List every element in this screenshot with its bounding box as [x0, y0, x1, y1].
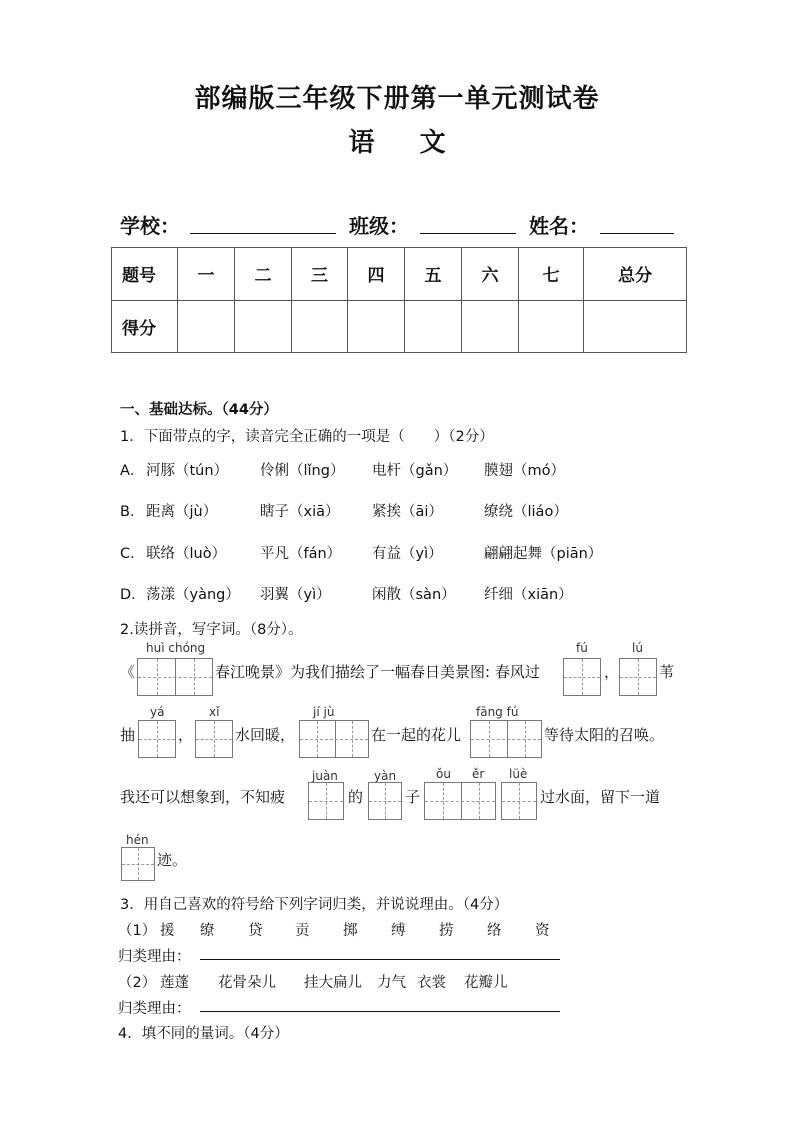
pinyin-label: huì chóng [146, 641, 206, 655]
option-item: 羽翼（yì） [260, 587, 331, 603]
q3-line2-label: （2） [118, 975, 157, 991]
passage-text: 子 [405, 788, 421, 806]
pinyin-label: fāng fú [476, 705, 519, 719]
table-cell: 题号 [112, 248, 178, 301]
pinyin-label: yá [150, 705, 165, 719]
option-item: 距离（jù） [146, 504, 218, 520]
subject-title: 语 文 [348, 128, 446, 158]
school-field[interactable] [190, 210, 336, 234]
passage-text: 在一起的花儿 [371, 726, 462, 744]
q3-char: 络 [487, 923, 502, 939]
q3-char: 贷 [248, 923, 263, 939]
question-1-prompt: 1．下面带点的字，读音完全正确的一项是（ ）（2分） [120, 429, 494, 445]
character-box-1[interactable] [121, 847, 155, 881]
character-box-2[interactable] [299, 720, 369, 758]
passage-text: 抽 [120, 726, 136, 744]
question-2-prompt: 2.读拼音，写字词。（8分）。 [120, 622, 303, 638]
pinyin-label: fú [576, 641, 588, 655]
passage-text: 水回暖， [235, 726, 296, 744]
option-item: 河豚（tún） [146, 463, 229, 479]
q3-char: 贡 [295, 923, 310, 939]
passage-text: 《 [120, 663, 136, 681]
class-field[interactable] [420, 210, 516, 234]
q3-word: 衣裳 [417, 975, 446, 991]
q3-char: 援 [160, 923, 175, 939]
pinyin-label: jí jù [313, 705, 335, 719]
score-cell[interactable] [584, 300, 687, 353]
score-table [111, 247, 687, 353]
option-item: 平凡（fán） [260, 546, 342, 562]
option-item: 瞎子（xiā） [260, 504, 340, 520]
passage-text: 苇 [659, 663, 675, 681]
question-4-prompt: 4．填不同的量词。（4分） [118, 1026, 289, 1042]
pinyin-label: ǒu [436, 767, 451, 781]
table-cell: 七 [519, 248, 584, 301]
pinyin-label: yàn [374, 769, 397, 783]
q3-word: 挂大扁儿 [304, 975, 362, 991]
q3-word: 花瓣儿 [464, 975, 508, 991]
pinyin-label: lüè [509, 767, 528, 781]
option-b-label[interactable]: B． [120, 504, 145, 520]
q3-word: 花骨朵儿 [218, 975, 276, 991]
table-cell: 五 [405, 248, 462, 301]
option-item: 缭绕（liáo） [484, 504, 568, 520]
character-box-1[interactable] [138, 720, 176, 758]
score-cell[interactable] [348, 300, 405, 353]
option-item: 翩翩起舞（piān） [484, 546, 603, 562]
score-table-header-row [112, 248, 687, 301]
character-box-1[interactable] [619, 658, 657, 696]
passage-text: 的 [348, 788, 364, 806]
passage-text: 春江晚景》为我们描绘了一幅春日美景图: 春风过 [215, 663, 540, 681]
table-cell: 四 [348, 248, 405, 301]
character-box-1[interactable] [308, 782, 344, 820]
table-cell: 一 [178, 248, 235, 301]
pinyin-label: hén [126, 833, 149, 847]
pinyin-label: lú [632, 641, 643, 655]
option-d-label[interactable]: D． [120, 587, 146, 603]
q3-char: 缚 [391, 923, 406, 939]
table-cell: 三 [292, 248, 348, 301]
option-item: 紧挨（āi） [372, 504, 443, 520]
section-heading: 一、基础达标。（44分） [120, 402, 278, 418]
reason-line-1[interactable] [200, 946, 560, 960]
reason-label: 归类理由： [118, 1001, 191, 1017]
class-label: 班级： [349, 214, 409, 238]
option-item: 闲散（sàn） [372, 587, 456, 603]
score-table-score-row [112, 300, 687, 353]
passage-text: 我还可以想象到，不知疲 [120, 788, 286, 806]
option-item: 联络（luò） [146, 546, 227, 562]
q3-char: 捞 [439, 923, 454, 939]
option-item: 有益（yì） [372, 546, 443, 562]
option-item: 荡漾（yàng） [146, 587, 240, 603]
character-box-1[interactable] [563, 658, 601, 696]
option-a-label[interactable]: A． [120, 463, 145, 479]
score-cell[interactable] [519, 300, 584, 353]
score-cell[interactable] [292, 300, 348, 353]
option-item: 膜翅（mó） [484, 463, 565, 479]
reason-line-2[interactable] [200, 998, 560, 1012]
q3-line1-label: （1） [118, 923, 157, 939]
passage-text: 迹。 [157, 851, 188, 869]
table-cell: 得分 [112, 300, 178, 353]
pinyin-label: xǐ [209, 705, 220, 719]
table-cell: 二 [235, 248, 292, 301]
q3-char: 资 [535, 923, 550, 939]
pinyin-label: juàn [312, 769, 338, 783]
character-box-2[interactable] [137, 658, 213, 696]
table-cell: 总分 [584, 248, 687, 301]
school-label: 学校： [120, 214, 180, 238]
option-item: 伶俐（lǐng） [260, 463, 345, 479]
option-item: 纤细（xiān） [484, 587, 573, 603]
score-cell[interactable] [462, 300, 519, 353]
character-box-1[interactable] [368, 782, 402, 820]
passage-text: ， [178, 726, 194, 744]
character-box-2[interactable] [424, 782, 496, 820]
table-cell: 六 [462, 248, 519, 301]
option-c-label[interactable]: C． [120, 546, 145, 562]
passage-text: 过水面，留下一道 [540, 788, 661, 806]
character-box-1[interactable] [501, 782, 537, 820]
name-label: 姓名： [529, 214, 589, 238]
pinyin-label: ěr [472, 767, 485, 781]
score-cell[interactable] [235, 300, 292, 353]
score-cell[interactable] [405, 300, 462, 353]
q3-char: 掷 [343, 923, 358, 939]
name-field[interactable] [600, 210, 674, 234]
option-item: 电杆（gǎn） [372, 463, 458, 479]
q3-word: 力气 [377, 975, 406, 991]
passage-text: 等待太阳的召唤。 [544, 726, 665, 744]
reason-label: 归类理由： [118, 949, 191, 965]
passage-text: ， [604, 663, 620, 681]
q3-word: 莲蓬 [160, 975, 189, 991]
page-title: 部编版三年级下册第一单元测试卷 [194, 84, 600, 114]
question-3-prompt: 3．用自己喜欢的符号给下列字词归类，并说说理由。（4分） [120, 897, 509, 913]
q3-char: 缭 [200, 923, 215, 939]
character-box-1[interactable] [195, 720, 233, 758]
score-cell[interactable] [178, 300, 235, 353]
character-box-2[interactable] [470, 720, 542, 758]
